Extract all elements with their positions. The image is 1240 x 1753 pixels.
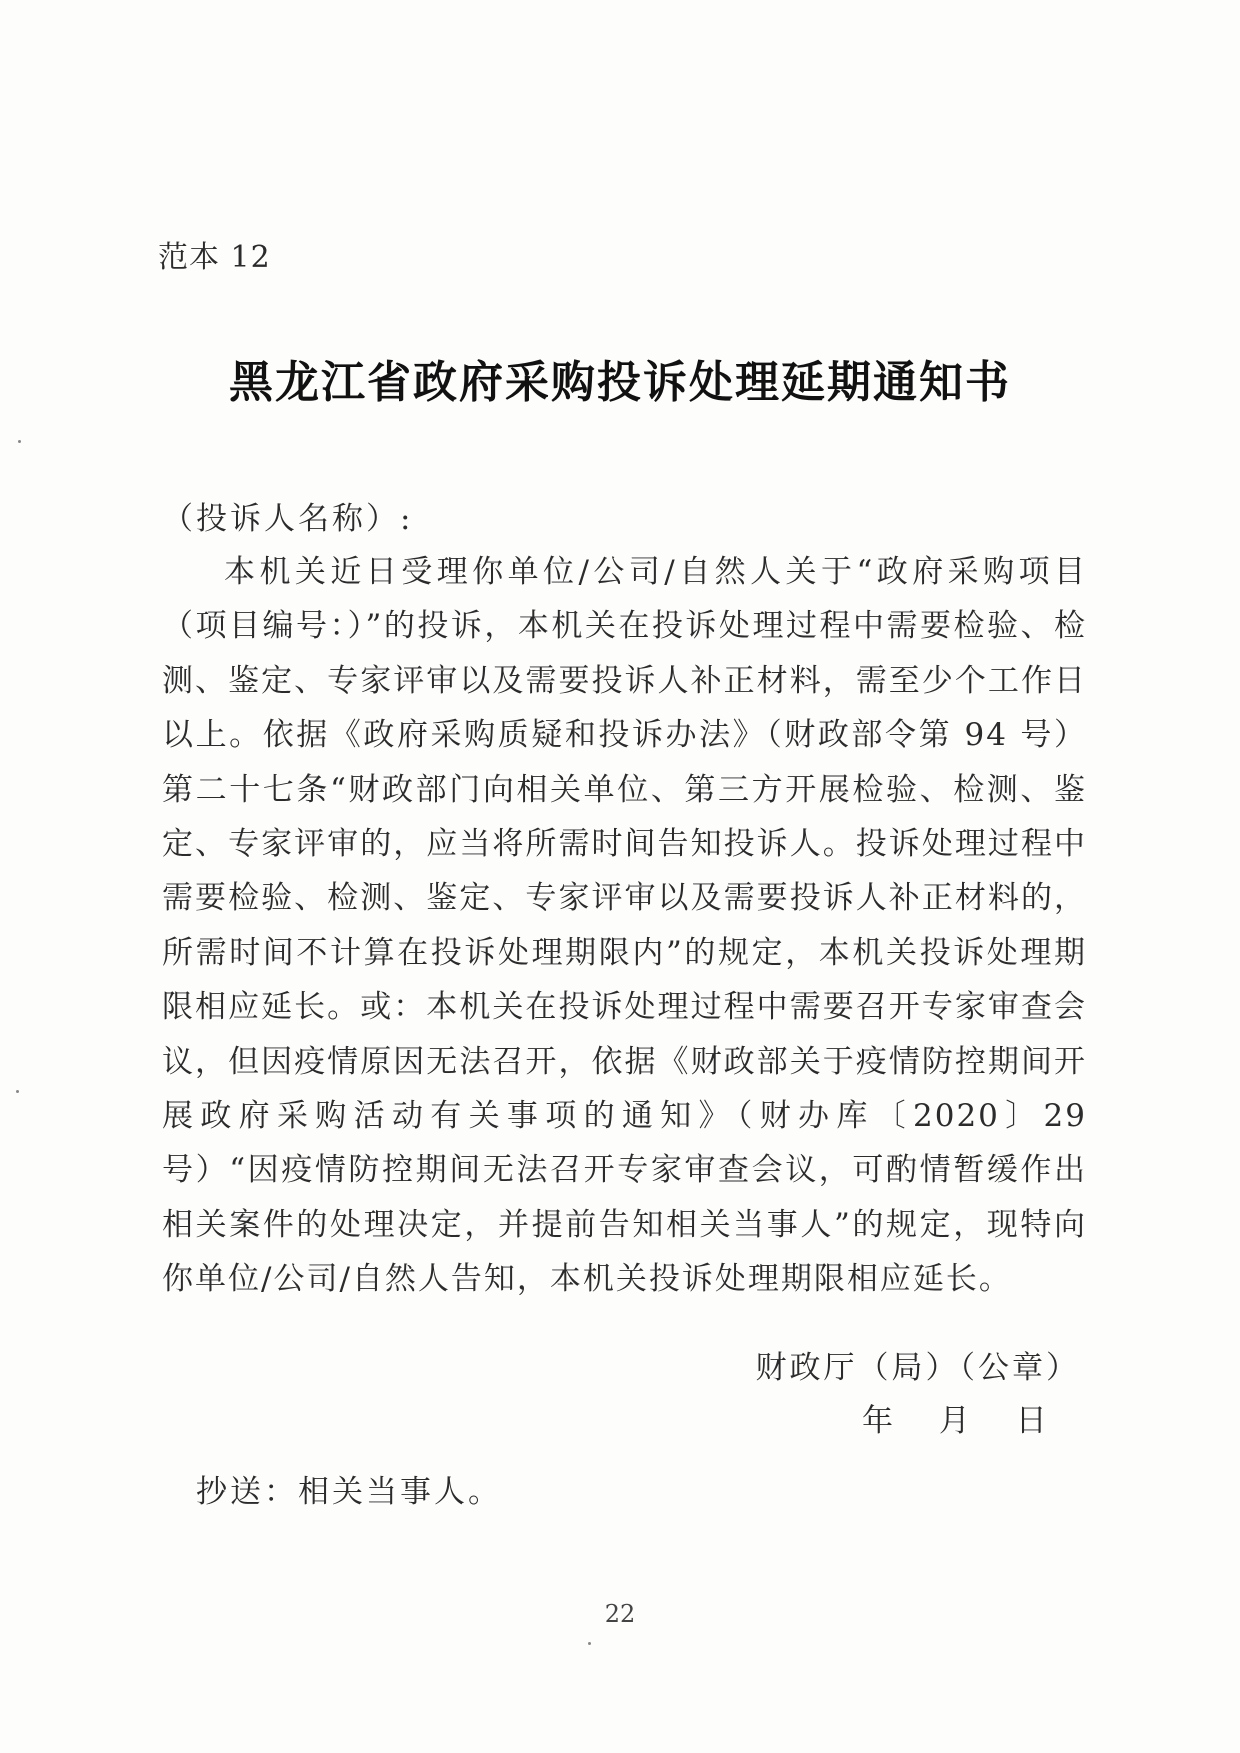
cc-line: 抄送：相关当事人。 [196,1474,502,1510]
scan-artifact-dot [18,440,21,443]
salutation: （投诉人名称）: [162,501,414,537]
date-year: 年 [862,1403,893,1439]
document-title: 黑龙江省政府采购投诉处理延期通知书 [229,357,1011,408]
signature-line: 财政厅（局）（公章） [755,1350,1080,1386]
form-template-label: 范本 12 [158,240,271,275]
scan-artifact-dot [588,1642,591,1645]
date-day: 日 [1015,1403,1047,1439]
page-number: 22 [604,1600,636,1628]
scan-artifact-dot [16,1090,19,1093]
body-paragraph: 本机关近日受理你单位/公司/自然人关于“政府采购项目（项目编号：）”的投诉，本机关在投诉处理过程中需要检验、检测、鉴定、专家评审以及需要投诉人补正材料，需至少个工作日以上。依据《政府采购质疑和投诉办法》（财政部令第 94 号）第二十七条“财政部门向相关单位、第三方开展检验、检测、鉴定、专家评审的，应当将所需时间告知投诉人。投诉处理过程中需要检验、检测、鉴定、专家评审以及需要投诉人补正材料的，所需时间不计算在投诉处理期限内”的规定，本机关投诉处理期限相应延长。或：本机关在投诉处理过程中需要召开专家审查会议，但因疫情原因无法召开，依据《财政部关于疫情防控期间开展政府采购活动有关事项的通知》（财办库〔2020〕29 号）“因疫情防控期间无法召开专家审查会议，可酌情暂缓作出相关案件的处理决定，并提前告知相关当事人”的规定，现特向你单位/公司/自然人告知，本机关投诉处理期限相应延长。 [162,554,1087,1298]
date-line [862,1395,1083,1440]
date-month: 月 [938,1403,970,1439]
